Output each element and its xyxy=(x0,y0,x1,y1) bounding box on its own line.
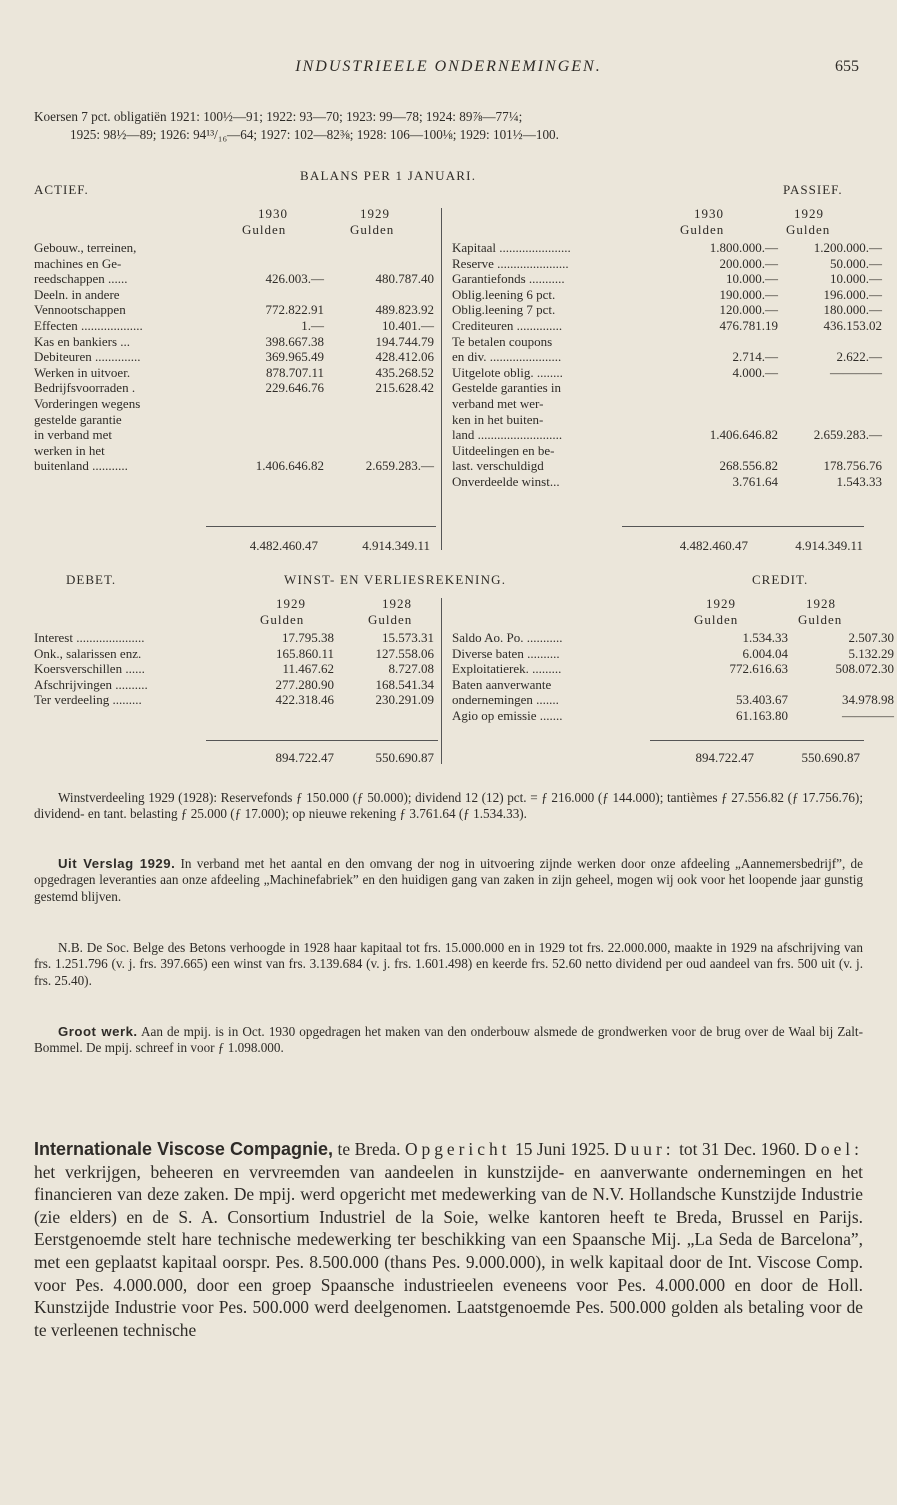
table-row xyxy=(34,412,434,428)
row-value-previous: ———— xyxy=(842,707,894,723)
report-paragraph xyxy=(34,856,863,905)
passief-total-1930: 4.482.460.47 xyxy=(679,538,748,553)
debet-total-1928: 550.690.87 xyxy=(375,750,434,765)
row-value-previous: 168.541.34 xyxy=(375,676,434,692)
row-value-current: 1.406.646.82 xyxy=(255,458,324,474)
row-label: Reserve ...................... xyxy=(452,255,569,271)
row-value-previous: 428.412.06 xyxy=(375,349,434,365)
pl-divider xyxy=(441,598,442,764)
row-value-previous: ———— xyxy=(830,364,882,380)
row-value-previous: 50.000.— xyxy=(830,255,882,271)
credit-year-1: 1929 xyxy=(706,596,736,611)
row-label: ondernemingen ....... xyxy=(452,692,559,708)
row-value-previous: 15.573.31 xyxy=(382,630,434,645)
credit-side xyxy=(452,630,894,724)
row-label: Vorderingen wegens xyxy=(34,395,141,411)
debet-unit-2: Gulden xyxy=(368,612,413,627)
actief-unit-2: Gulden xyxy=(350,222,395,237)
row-value-current: 229.646.76 xyxy=(265,380,324,396)
duration-label: Duur: xyxy=(614,1139,675,1159)
credit-unit-2: Gulden xyxy=(798,612,843,627)
table-row xyxy=(34,646,438,662)
debet-label: DEBET. xyxy=(66,572,117,587)
row-value-current: 17.795.38 xyxy=(282,630,334,645)
row-label: in verband met xyxy=(34,427,112,443)
row-label: Diverse baten .......... xyxy=(452,645,560,661)
table-row xyxy=(452,645,894,662)
row-value-current: 772.822.91 xyxy=(265,302,324,318)
actief-year-2: 1929 xyxy=(360,206,390,221)
row-value-current: 369.965.49 xyxy=(265,349,324,365)
row-value-previous: 2.659.283.— xyxy=(813,427,882,443)
row-value-previous: 489.823.92 xyxy=(375,302,434,318)
row-value-current: 1.— xyxy=(301,317,324,333)
company-city: te Breda. xyxy=(337,1139,401,1159)
row-value-current: 1.534.33 xyxy=(742,630,788,645)
row-value-previous: 180.000.— xyxy=(823,302,882,318)
row-label: last. verschuldigd xyxy=(452,458,544,474)
debet-total-1929: 894.722.47 xyxy=(275,750,334,765)
passief-unit-2: Gulden xyxy=(786,222,831,237)
table-row xyxy=(34,427,434,443)
table-row xyxy=(34,349,434,365)
table-row xyxy=(34,630,438,646)
row-value-previous: 34.978.98 xyxy=(842,692,894,708)
row-label: Bedrijfsvoorraden . xyxy=(34,380,136,396)
row-value-current: 3.761.64 xyxy=(732,473,778,489)
passief-label: PASSIEF. xyxy=(783,182,843,197)
table-row xyxy=(34,334,434,350)
row-value-previous: 480.787.40 xyxy=(375,271,434,287)
table-row xyxy=(452,364,882,381)
table-row xyxy=(34,271,434,287)
row-label: Interest ..................... xyxy=(34,630,145,645)
row-value-previous: 2.622.— xyxy=(836,349,882,365)
row-value-current: 4.000.— xyxy=(732,364,778,380)
actief-total-rule xyxy=(206,526,436,527)
table-row xyxy=(34,458,434,474)
row-label: Uitgelote oblig. ........ xyxy=(452,364,563,380)
pl-table xyxy=(34,630,894,730)
table-row xyxy=(452,661,894,677)
row-label: Koersverschillen ...... xyxy=(34,661,145,677)
row-value-current: 190.000.— xyxy=(719,286,778,302)
table-row xyxy=(452,396,864,412)
row-label: Deeln. in andere xyxy=(34,286,120,302)
row-value-previous: 230.291.09 xyxy=(375,692,434,708)
row-value-current: 1.800.000.— xyxy=(709,240,778,255)
row-label: ken in het buiten- xyxy=(452,411,544,427)
large-work-text: Aan de mpij. is in Oct. 1930 opgedragen het maken van den onderbouw alsmede de grondwerken voor de brug over de Waal bij Zalt-Bommel. De mpij. schreef in voor ƒ 1.098.000. xyxy=(34,1024,863,1056)
table-row xyxy=(452,380,864,396)
row-label: Oblig.leening 7 pct. xyxy=(452,302,556,318)
actief-side xyxy=(34,240,434,474)
table-row xyxy=(452,286,882,303)
table-row xyxy=(452,692,894,708)
row-label: Kapitaal ...................... xyxy=(452,240,571,255)
header-title: INDUSTRIEELE ONDERNEMINGEN. xyxy=(295,58,602,75)
balance-divider xyxy=(441,208,442,550)
row-label: Ter verdeeling ......... xyxy=(34,692,142,708)
row-value-current: 2.714.— xyxy=(732,349,778,365)
row-label: reedschappen ...... xyxy=(34,271,128,287)
table-row xyxy=(34,365,434,381)
row-value-current: 476.781.19 xyxy=(719,317,778,333)
row-value-previous: 436.153.02 xyxy=(823,317,882,333)
table-row xyxy=(34,443,434,459)
row-label: Agio op emissie ....... xyxy=(452,707,563,723)
running-header xyxy=(34,58,863,82)
table-row xyxy=(34,240,434,256)
row-value-previous: 196.000.— xyxy=(823,286,882,302)
table-row xyxy=(452,707,894,724)
row-label: Vennootschappen xyxy=(34,302,126,318)
company-name: Internationale Viscose Compagnie, xyxy=(34,1139,334,1159)
balance-title: BALANS PER 1 JANUARI. xyxy=(300,168,477,183)
debet-year-1: 1929 xyxy=(276,596,306,611)
founded-date: 15 Juni 1925. xyxy=(515,1139,610,1159)
row-label: buitenland ........... xyxy=(34,458,128,474)
table-row xyxy=(452,302,882,318)
passief-year-2: 1929 xyxy=(794,206,824,221)
row-value-previous: 194.744.79 xyxy=(375,333,434,349)
table-row xyxy=(34,661,438,677)
balance-table xyxy=(34,240,882,520)
viscose-entry xyxy=(34,1138,863,1341)
row-value-current: 200.000.— xyxy=(719,255,778,271)
row-value-current: 120.000.— xyxy=(719,302,778,318)
row-label: Gestelde garanties in xyxy=(452,380,562,396)
row-label: Effecten ................... xyxy=(34,317,143,333)
debet-year-2: 1928 xyxy=(382,596,412,611)
purpose-label: Doel: xyxy=(804,1139,863,1159)
table-row xyxy=(34,318,434,334)
row-label: Onk., salarissen enz. xyxy=(34,645,142,661)
row-value-current: 398.667.38 xyxy=(265,333,324,349)
row-label: gestelde garantie xyxy=(34,411,122,427)
large-work-lead: Groot werk. xyxy=(58,1024,138,1039)
passief-total-rule xyxy=(622,526,864,527)
row-value-current: 61.163.80 xyxy=(736,707,788,723)
debet-total-rule xyxy=(206,740,438,741)
credit-label: CREDIT. xyxy=(752,572,809,587)
credit-year-2: 1928 xyxy=(806,596,836,611)
row-value-current: 10.000.— xyxy=(726,271,778,287)
row-label: werken in het xyxy=(34,442,105,458)
table-row xyxy=(452,317,882,334)
table-row xyxy=(34,302,434,318)
actief-label: ACTIEF. xyxy=(34,182,89,197)
table-row xyxy=(452,443,864,459)
credit-total-1929: 894.722.47 xyxy=(695,750,754,765)
table-row xyxy=(452,255,882,272)
credit-total-rule xyxy=(650,740,864,741)
row-label: Afschrijvingen .......... xyxy=(34,676,148,692)
row-value-previous: 5.132.29 xyxy=(848,645,894,661)
large-work-paragraph xyxy=(34,1024,863,1057)
report-lead: Uit Verslag 1929. xyxy=(58,856,176,871)
row-value-current: 53.403.67 xyxy=(736,692,788,708)
bond-quotes-line-2: 1925: 98½—89; 1926: 94¹³/₁₆—64; 1927: 102—82⅜; 1928: 106—100⅛; 1929: 101½—100. xyxy=(70,127,559,142)
row-value-previous: 1.200.000.— xyxy=(813,240,882,255)
nb-paragraph xyxy=(34,940,863,989)
row-label: Gebouw., terreinen, xyxy=(34,240,137,255)
passief-side xyxy=(452,240,882,490)
page-number: 655 xyxy=(835,58,859,75)
report-text: In verband met het aantal en den omvang der nog in uitvoering zijnde werken door onze afdeeling „Aannemersbedrijf”, de opgedragen leveranties aan onze afdeeling „Machinefabriek” en den huidigen gang van zaken in zijn geheel, mogen wij ook voor het loopende jaar gunstig gestemd blijven. xyxy=(34,856,863,904)
row-label: Saldo Ao. Po. ........... xyxy=(452,630,563,645)
table-row xyxy=(34,396,434,412)
row-value-current: 426.003.— xyxy=(265,271,324,287)
row-value-current: 268.556.82 xyxy=(719,458,778,474)
row-value-previous: 508.072.30 xyxy=(835,661,894,677)
row-label: Debiteuren .............. xyxy=(34,349,141,365)
profit-distribution xyxy=(34,790,863,823)
row-value-previous: 8.727.08 xyxy=(388,661,434,677)
row-label: Exploitatierek. ......... xyxy=(452,661,562,677)
row-label: Werken in uitvoer. xyxy=(34,364,131,380)
row-value-previous: 215.628.42 xyxy=(375,380,434,396)
row-value-current: 422.318.46 xyxy=(275,692,334,708)
row-value-previous: 2.659.283.— xyxy=(365,458,434,474)
row-label: machines en Ge- xyxy=(34,255,122,271)
passief-year-1: 1930 xyxy=(694,206,724,221)
passief-total-1929: 4.914.349.11 xyxy=(795,538,863,553)
table-row xyxy=(452,349,882,365)
row-value-current: 165.860.11 xyxy=(275,645,334,661)
row-label: Crediteuren .............. xyxy=(452,317,563,333)
row-value-current: 277.280.90 xyxy=(275,676,334,692)
pl-title: WINST- EN VERLIESREKENING. xyxy=(284,572,507,587)
row-value-previous: 10.401.— xyxy=(382,317,434,333)
row-value-previous: 178.756.76 xyxy=(823,458,882,474)
table-row xyxy=(34,380,434,396)
row-value-previous: 10.000.— xyxy=(830,271,882,287)
table-row xyxy=(452,271,882,287)
table-row xyxy=(452,458,882,474)
row-value-previous: 2.507.30 xyxy=(848,630,894,645)
row-label: land .......................... xyxy=(452,427,563,443)
credit-total-1928: 550.690.87 xyxy=(801,750,860,765)
bond-quotes-line-1: Koersen 7 pct. obligatiën 1921: 100½—91; 1922: 93—70; 1923: 99—78; 1924: 89⅞—77¼; xyxy=(34,109,523,124)
table-row xyxy=(34,256,434,272)
table-row xyxy=(452,473,882,490)
row-value-previous: 1.543.33 xyxy=(836,473,882,489)
row-label: verband met wer- xyxy=(452,395,544,411)
table-row xyxy=(34,287,434,303)
actief-total-1929: 4.914.349.11 xyxy=(362,538,430,553)
row-label: Kas en bankiers ... xyxy=(34,333,131,349)
table-row xyxy=(452,412,864,428)
bond-quotes xyxy=(34,108,863,144)
actief-year-1: 1930 xyxy=(258,206,288,221)
profit-distribution-text: Winstverdeeling 1929 (1928): Reservefonds ƒ 150.000 (ƒ 50.000); dividend 12 (12) pct. = ƒ 216.000 (ƒ 144.000); tantièmes ƒ 27.556.82 (ƒ 17.756.76); dividend- en tant. belasting ƒ 25.000 (ƒ 17.000); op nieuwe rekening ƒ 3.761.64 (ƒ 1.534.33). xyxy=(34,790,863,822)
table-row xyxy=(34,677,438,693)
row-label: Oblig.leening 6 pct. xyxy=(452,286,556,302)
table-row xyxy=(452,334,864,350)
row-value-current: 772.616.63 xyxy=(729,661,788,677)
duration-value: tot 31 Dec. 1960. xyxy=(679,1139,800,1159)
row-value-current: 11.467.62 xyxy=(282,661,334,677)
row-label: en div. ...................... xyxy=(452,349,562,365)
passief-unit-1: Gulden xyxy=(680,222,725,237)
table-row xyxy=(452,677,864,693)
nb-text: N.B. De Soc. Belge des Betons verhoogde in 1928 haar kapitaal tot frs. 15.000.000 en in 1929 tot frs. 22.000.000, maakte in 1929 na afschrijving van frs. 1.251.796 (v. j. frs. 397.665) een winst van frs. 3.139.684 (v. j. frs. 1.601.498) en keerde frs. 52.60 netto dividend per oud aandeel van frs. 500 uit (v. j. frs. 25.40). xyxy=(34,940,863,988)
debet-unit-1: Gulden xyxy=(260,612,305,627)
row-label: Garantiefonds ........... xyxy=(452,271,565,287)
purpose-text: het verkrijgen, beheeren en vervreemden van aandeelen in kunstzijde- en aanverwante ondernemingen en het financieren van deze zaken. De mpij. werd opgericht met medewerking van de N.V. Hollandsche Kunstzijde Industrie (zie elders) en de S. A. Consortium Industriel de la Soie, welke kantoren heeft te Breda, Brussel en Parijs. Eerstgenoemde stelt hare technische medewerking ter beschikking van een Spaansche Mij. „La Seda de Barcelona”, met een geplaatst kapitaal oorspr. Pes. 8.500.000 (thans Pes. 9.000.000), in welk kapitaal door de Int. Viscose Comp. voor Pes. 4.000.000, door een groep Spaansche industrieelen eveneens voor Pes. 4.000.000 en door de Holl. Kunstzijde Industrie voor Pes. 500.000 werd deelgenomen. Laatstgenoemde Pes. 500.000 golden als betaling voor de te verleenen technische xyxy=(34,1161,863,1340)
row-label: Onverdeelde winst... xyxy=(452,473,560,489)
row-label: Baten aanverwante xyxy=(452,676,552,692)
actief-unit-1: Gulden xyxy=(242,222,287,237)
founded-label: Opgericht xyxy=(404,1139,511,1159)
row-label: Uitdeelingen en be- xyxy=(452,442,555,458)
row-value-current: 6.004.04 xyxy=(742,645,788,661)
row-value-previous: 127.558.06 xyxy=(375,645,434,661)
credit-unit-1: Gulden xyxy=(694,612,739,627)
table-row xyxy=(452,427,882,443)
row-value-current: 878.707.11 xyxy=(265,364,324,380)
row-label: Te betalen coupons xyxy=(452,333,553,349)
table-row xyxy=(34,692,438,708)
row-value-current: 1.406.646.82 xyxy=(709,427,778,443)
table-row xyxy=(452,630,894,646)
row-value-previous: 435.268.52 xyxy=(375,364,434,380)
table-row xyxy=(452,240,882,256)
actief-total-1930: 4.482.460.47 xyxy=(249,538,318,553)
debet-side xyxy=(34,630,438,708)
